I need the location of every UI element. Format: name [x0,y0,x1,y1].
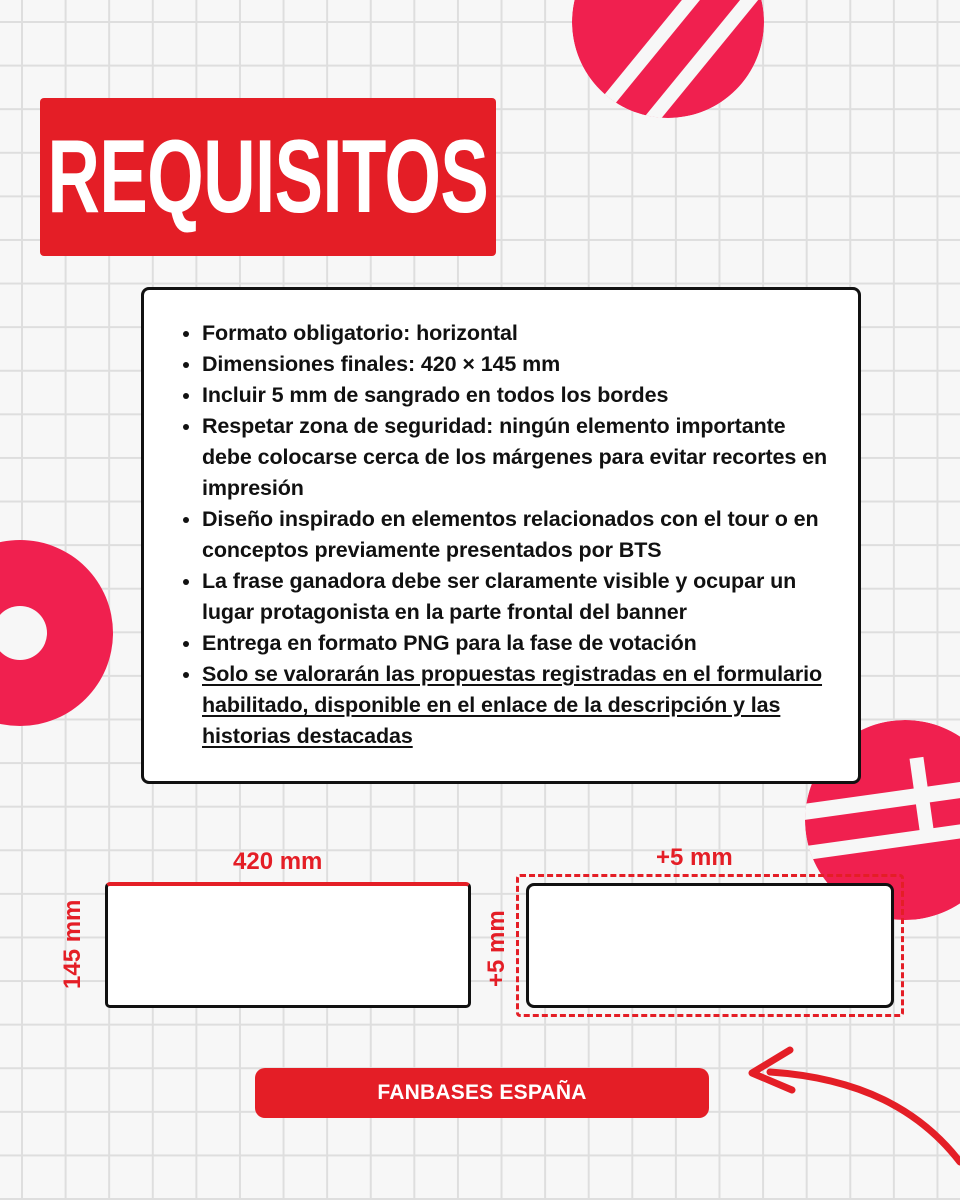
height-label: 145 mm [59,899,86,989]
requirement-text: Respetar zona de seguridad: ningún elemento importante debe colocarse cerca de los márgenes para evitar recortes en impresión [202,414,827,500]
requirement-item [202,566,838,628]
requirement-text: Diseño inspirado en elementos relacionados con el tour o en conceptos previamente presentados por BTS [202,507,819,562]
requirements-list [144,290,858,752]
requirements-panel [141,287,861,784]
curved-arrow-icon [752,1050,960,1162]
ring-decoration [0,540,113,726]
title-banner [40,98,496,256]
requirement-item [202,411,838,504]
final-size-rectangle [105,882,471,1008]
requirement-item-form-link [202,659,838,752]
requirement-text: Dimensiones finales: 420 × 145 mm [202,352,561,376]
requirement-item [202,628,838,659]
requirement-text: Formato obligatorio: horizontal [202,321,518,345]
page-title: REQUISITOS [47,119,489,235]
bleed-inner-rectangle [526,883,894,1008]
requirement-item [202,318,838,349]
bleed-top-label: +5 mm [656,844,733,871]
requirement-text: Solo se valorarán las propuestas registradas en el formulario habilitado, disponible en el enlace de la descripción y las historias destacadas [202,662,823,748]
bleed-side-label: +5 mm [483,910,510,987]
width-label: 420 mm [233,848,323,875]
requirement-item [202,349,838,380]
striped-circle-decoration [560,0,790,170]
requirement-text: La frase ganadora debe ser claramente visible y ocupar un lugar protagonista en la parte frontal del banner [202,569,797,624]
requirement-text: Incluir 5 mm de sangrado en todos los bordes [202,383,669,407]
footer-badge: FANBASES ESPAÑA [255,1068,709,1118]
requirement-item [202,504,838,566]
requirement-text: Entrega en formato PNG para la fase de votación [202,631,697,655]
requirement-item [202,380,838,411]
